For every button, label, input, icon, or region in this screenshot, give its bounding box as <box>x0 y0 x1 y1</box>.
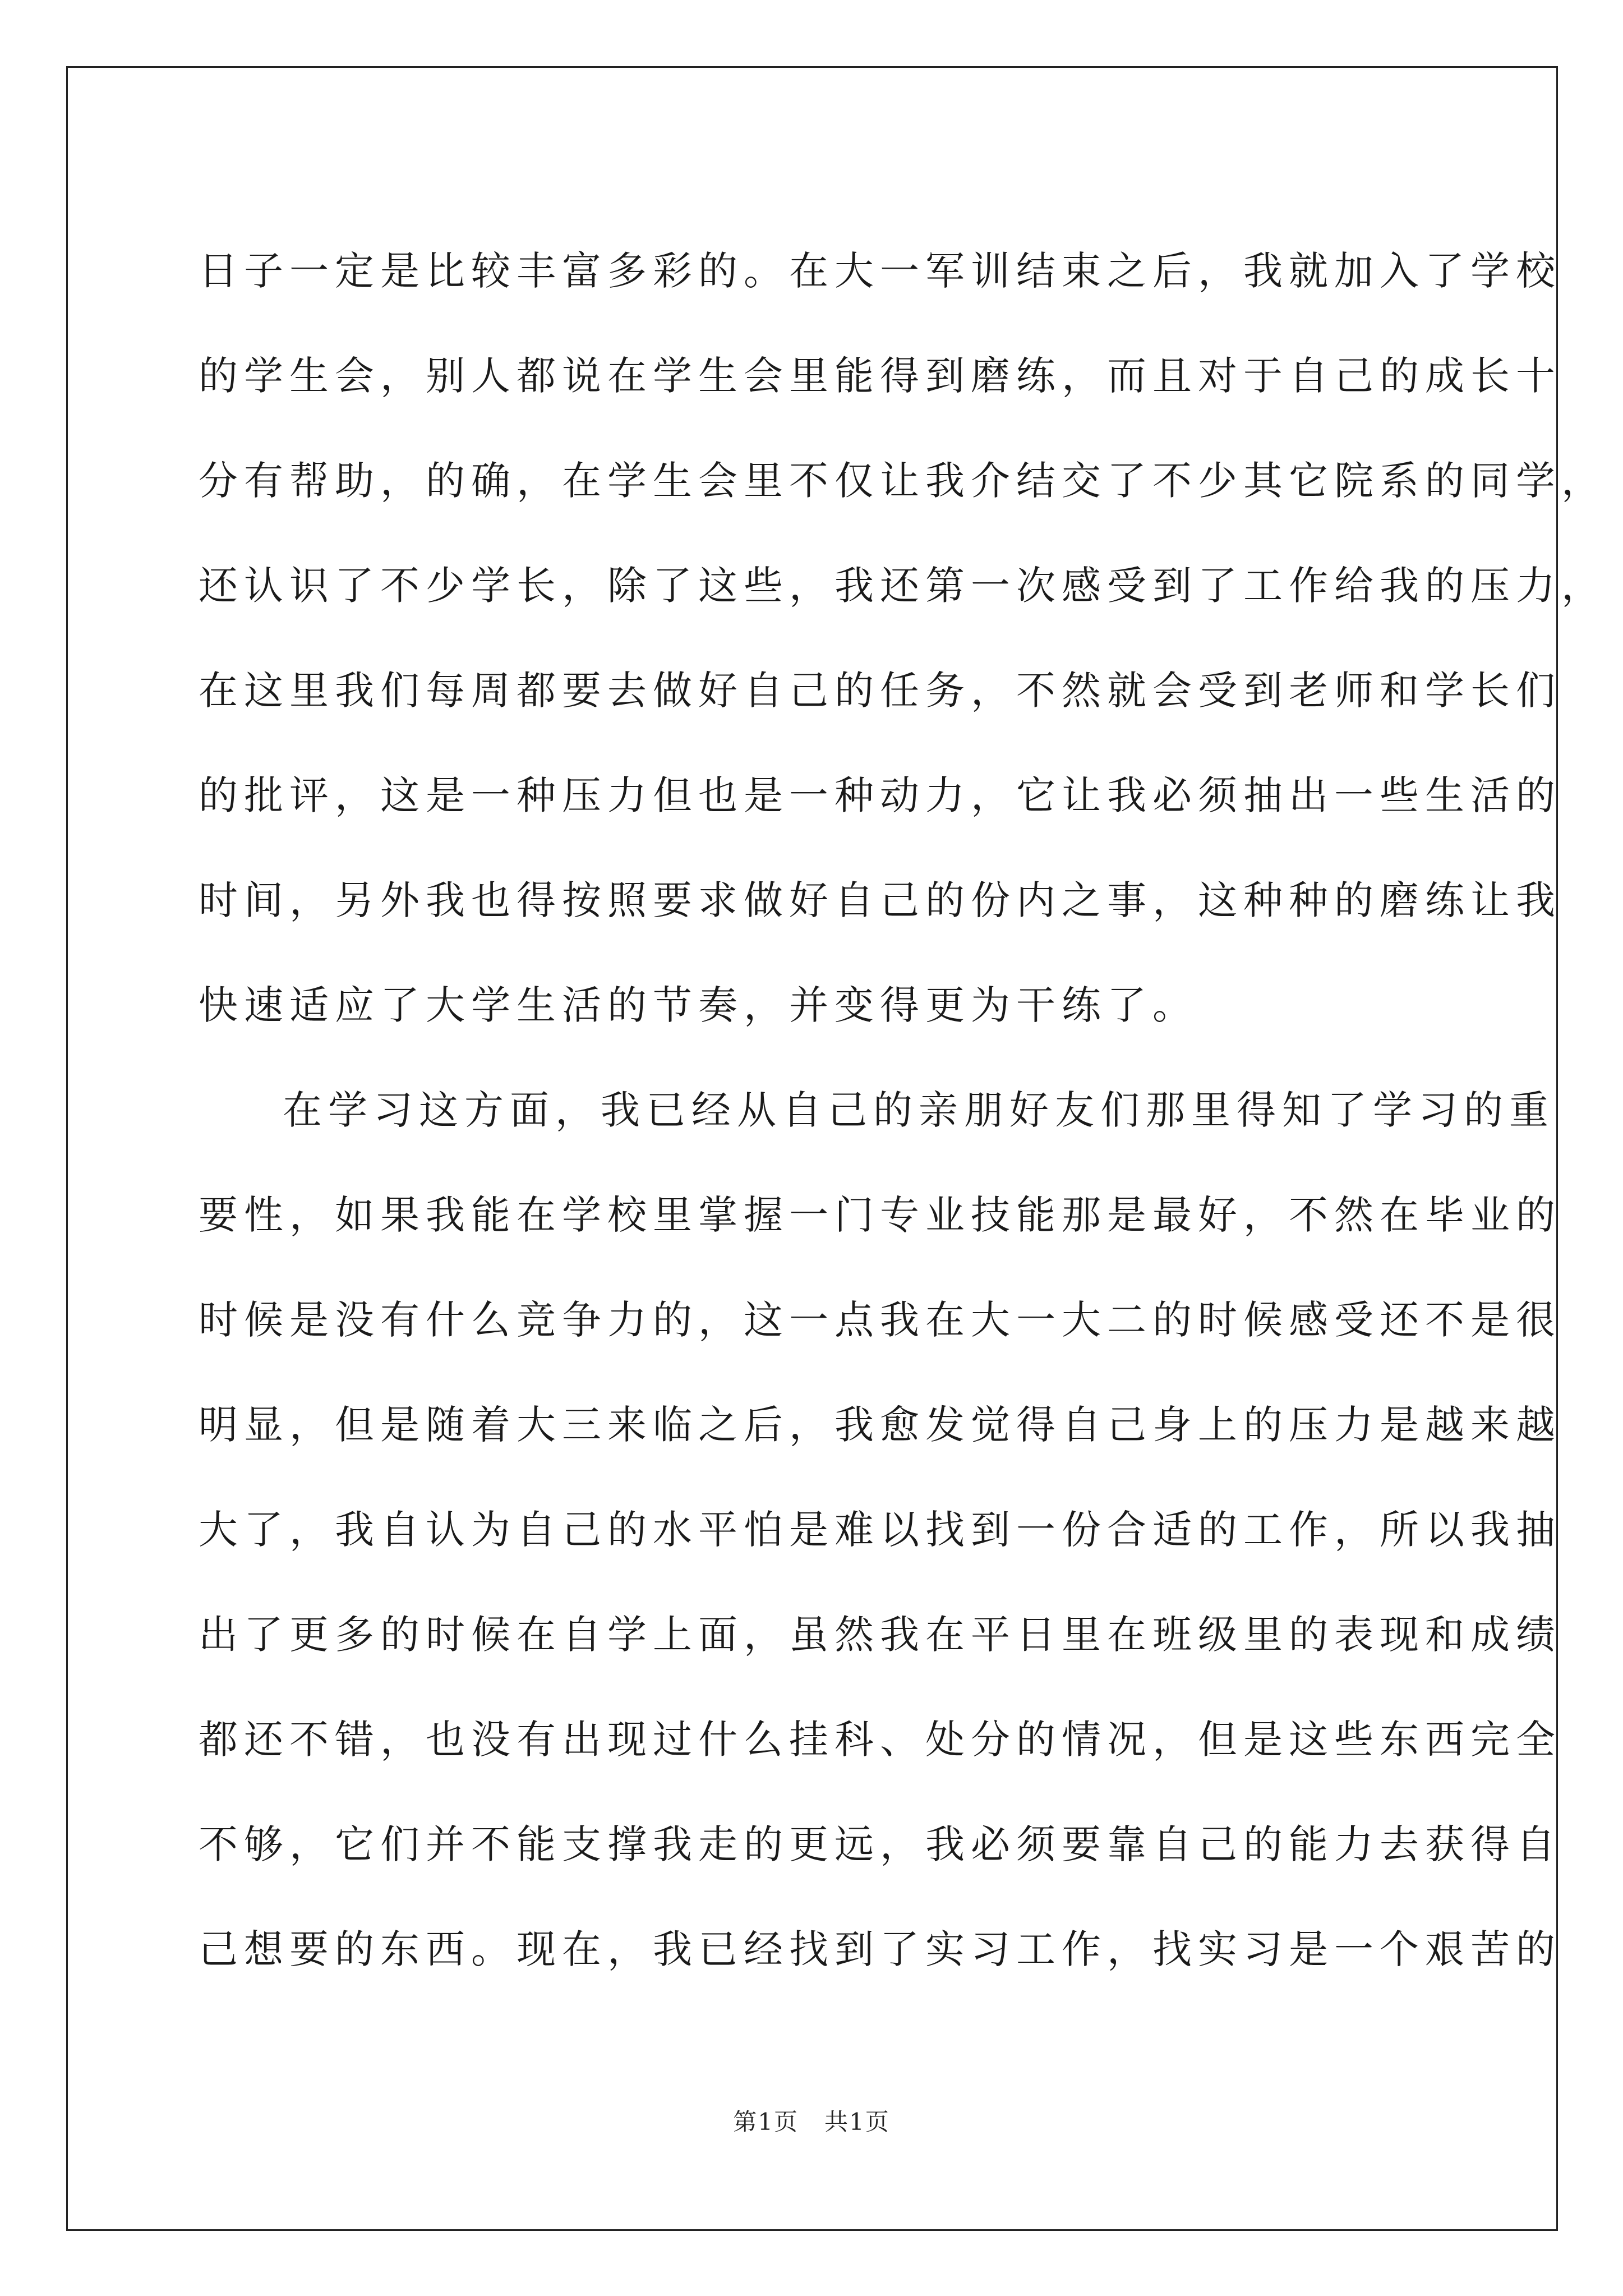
text-line: 不够，它们并不能支撑我走的更远，我必须要靠自己的能力去获得自 <box>199 1821 1561 1867</box>
page-number-footer: 第1页 共1页 <box>733 2108 890 2136</box>
body-text <box>199 219 1607 2002</box>
text-line: 分有帮助，的确，在学生会里不仅让我介结交了不少其它院系的同学， <box>199 458 1607 504</box>
text-line: 出了更多的时候在自学上面，虽然我在平日里在班级里的表现和成绩 <box>199 1612 1561 1658</box>
text-line: 的学生会，别人都说在学生会里能得到磨练，而且对于自己的成长十 <box>199 353 1561 399</box>
text-line: 时间，另外我也得按照要求做好自己的份内之事，这种种的磨练让我 <box>199 877 1561 923</box>
text-line: 明显，但是随着大三来临之后，我愈发觉得自己身上的压力是越来越 <box>199 1402 1561 1448</box>
text-line: 日子一定是比较丰富多彩的。在大一军训结束之后，我就加入了学校 <box>199 248 1561 294</box>
text-line: 快速适应了大学生活的节奏，并变得更为干练了。 <box>199 982 1198 1028</box>
text-line: 在这里我们每周都要去做好自己的任务，不然就会受到老师和学长们 <box>199 668 1561 714</box>
text-line: 还认识了不少学长，除了这些，我还第一次感受到了工作给我的压力， <box>199 563 1607 609</box>
text-line-paragraph-start: 在学习这方面，我已经从自己的亲朋好友们那里得知了学习的重 <box>283 1087 1555 1133</box>
text-line: 时候是没有什么竞争力的，这一点我在大一大二的时候感受还不是很 <box>199 1297 1561 1343</box>
text-line: 要性，如果我能在学校里掌握一门专业技能那是最好，不然在毕业的 <box>199 1192 1561 1238</box>
text-line: 都还不错，也没有出现过什么挂科、处分的情况，但是这些东西完全 <box>199 1717 1561 1763</box>
text-line: 大了，我自认为自己的水平怕是难以找到一份合适的工作，所以我抽 <box>199 1507 1561 1553</box>
text-line: 己想要的东西。现在，我已经找到了实习工作，找实习是一个艰苦的 <box>199 1926 1561 1972</box>
text-line: 的批评，这是一种压力但也是一种动力，它让我必须抽出一些生活的 <box>199 772 1561 818</box>
